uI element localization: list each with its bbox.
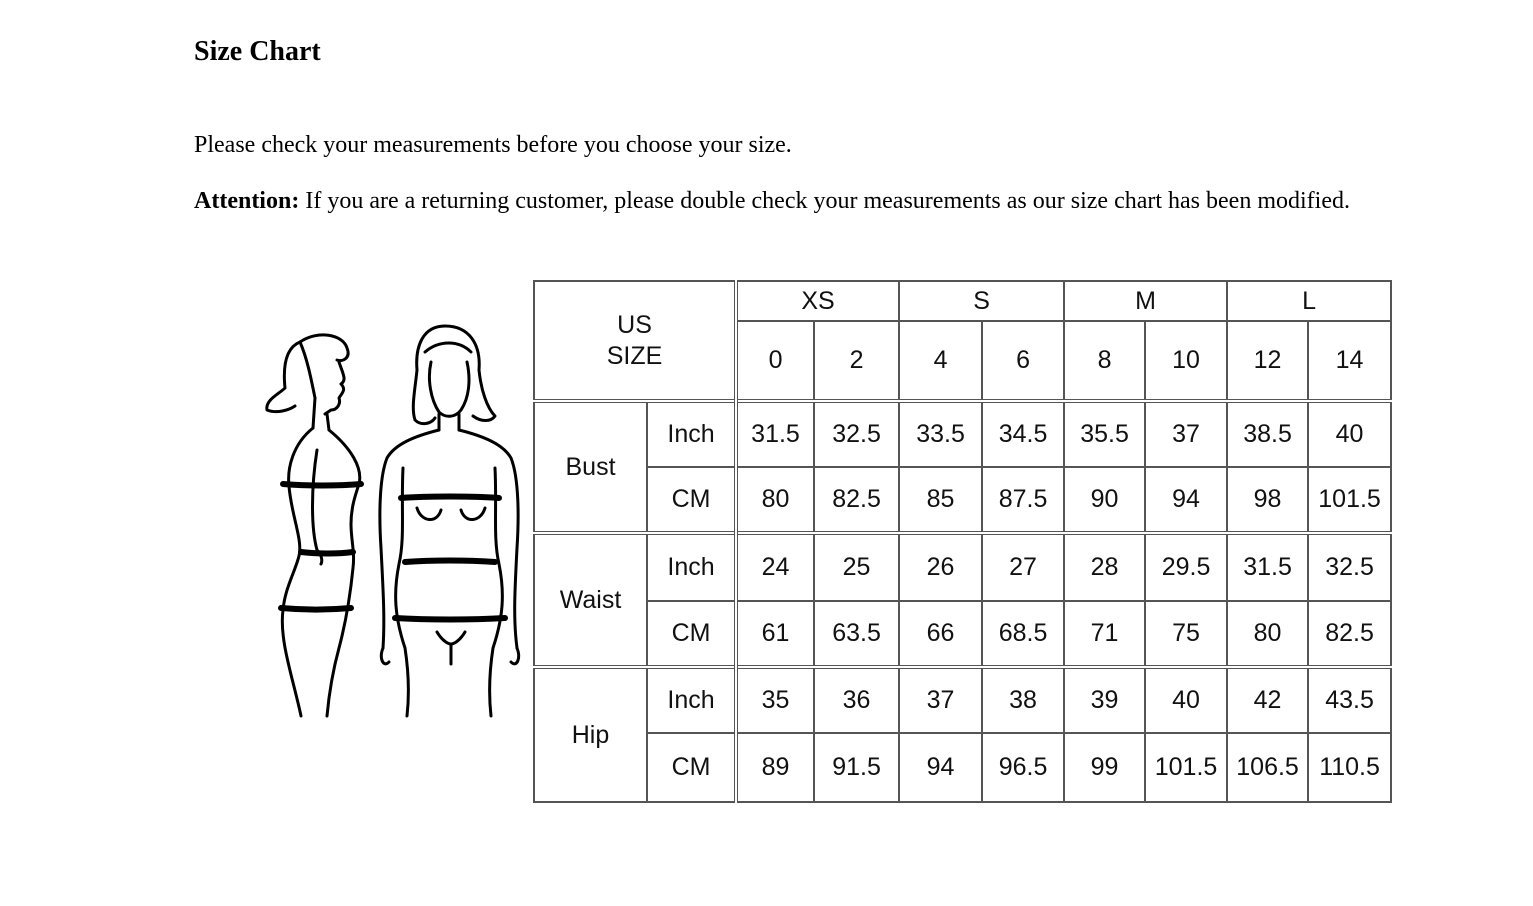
table-row [534, 401, 1391, 467]
value-cell: 38.5 [1227, 401, 1308, 467]
us-size-cell: 0 [736, 321, 814, 401]
value-cell: 31.5 [1227, 533, 1308, 601]
value-cell: 99 [1064, 733, 1145, 802]
value-cell: 101.5 [1308, 467, 1391, 533]
value-cell: 29.5 [1145, 533, 1227, 601]
us-size-cell: 8 [1064, 321, 1145, 401]
value-cell: 25 [814, 533, 899, 601]
table-row [534, 667, 1391, 733]
value-cell: 87.5 [982, 467, 1064, 533]
front-view-figure [380, 326, 519, 716]
value-cell: 101.5 [1145, 733, 1227, 802]
value-cell: 26 [899, 533, 982, 601]
value-cell: 42 [1227, 667, 1308, 733]
size-group-xs: XS [736, 281, 899, 321]
value-cell: 68.5 [982, 601, 1064, 667]
attention-label: Attention: [194, 188, 300, 214]
size-chart-table [533, 280, 1392, 803]
value-cell: 43.5 [1308, 667, 1391, 733]
attention-note [194, 188, 1350, 215]
value-cell: 110.5 [1308, 733, 1391, 802]
value-cell: 106.5 [1227, 733, 1308, 802]
measurement-label-hip: Hip [534, 667, 647, 802]
attention-text: If you are a returning customer, please double check your measurements as our size chart has been modified. [299, 188, 1350, 214]
unit-label: CM [647, 467, 736, 533]
value-cell: 96.5 [982, 733, 1064, 802]
value-cell: 71 [1064, 601, 1145, 667]
us-size-cell: 4 [899, 321, 982, 401]
side-view-figure [267, 335, 361, 716]
us-size-line2: SIZE [606, 341, 663, 370]
measurement-label-bust: Bust [534, 401, 647, 533]
table-row [534, 733, 1391, 802]
us-size-cell: 10 [1145, 321, 1227, 401]
value-cell: 33.5 [899, 401, 982, 467]
us-size-cell: 14 [1308, 321, 1391, 401]
value-cell: 94 [1145, 467, 1227, 533]
value-cell: 82.5 [1308, 601, 1391, 667]
value-cell: 63.5 [814, 601, 899, 667]
table-row [534, 467, 1391, 533]
unit-label: Inch [647, 533, 736, 601]
value-cell: 34.5 [982, 401, 1064, 467]
value-cell: 80 [736, 467, 814, 533]
value-cell: 38 [982, 667, 1064, 733]
size-group-s: S [899, 281, 1064, 321]
us-size-cell: 12 [1227, 321, 1308, 401]
value-cell: 35.5 [1064, 401, 1145, 467]
value-cell: 90 [1064, 467, 1145, 533]
value-cell: 32.5 [1308, 533, 1391, 601]
value-cell: 66 [899, 601, 982, 667]
unit-label: CM [647, 601, 736, 667]
value-cell: 31.5 [736, 401, 814, 467]
value-cell: 37 [1145, 401, 1227, 467]
us-size-header [534, 281, 736, 401]
value-cell: 24 [736, 533, 814, 601]
us-size-cell: 6 [982, 321, 1064, 401]
value-cell: 98 [1227, 467, 1308, 533]
value-cell: 39 [1064, 667, 1145, 733]
table-row [534, 601, 1391, 667]
value-cell: 27 [982, 533, 1064, 601]
size-group-row [534, 281, 1391, 321]
value-cell: 91.5 [814, 733, 899, 802]
value-cell: 37 [899, 667, 982, 733]
size-group-m: M [1064, 281, 1227, 321]
value-cell: 89 [736, 733, 814, 802]
value-cell: 40 [1308, 401, 1391, 467]
value-cell: 82.5 [814, 467, 899, 533]
size-group-l: L [1227, 281, 1391, 321]
us-size-cell: 2 [814, 321, 899, 401]
value-cell: 61 [736, 601, 814, 667]
unit-label: Inch [647, 401, 736, 467]
unit-label: Inch [647, 667, 736, 733]
value-cell: 75 [1145, 601, 1227, 667]
value-cell: 40 [1145, 667, 1227, 733]
intro-text: Please check your measurements before you choose your size. [194, 132, 792, 158]
body-measurement-figures-illustration [255, 318, 530, 720]
value-cell: 94 [899, 733, 982, 802]
table-row [534, 533, 1391, 601]
unit-label: CM [647, 733, 736, 802]
value-cell: 85 [899, 467, 982, 533]
measurement-label-waist: Waist [534, 533, 647, 667]
us-size-line1: US [617, 310, 652, 339]
value-cell: 36 [814, 667, 899, 733]
value-cell: 80 [1227, 601, 1308, 667]
page-title: Size Chart [194, 36, 321, 67]
value-cell: 35 [736, 667, 814, 733]
value-cell: 32.5 [814, 401, 899, 467]
value-cell: 28 [1064, 533, 1145, 601]
